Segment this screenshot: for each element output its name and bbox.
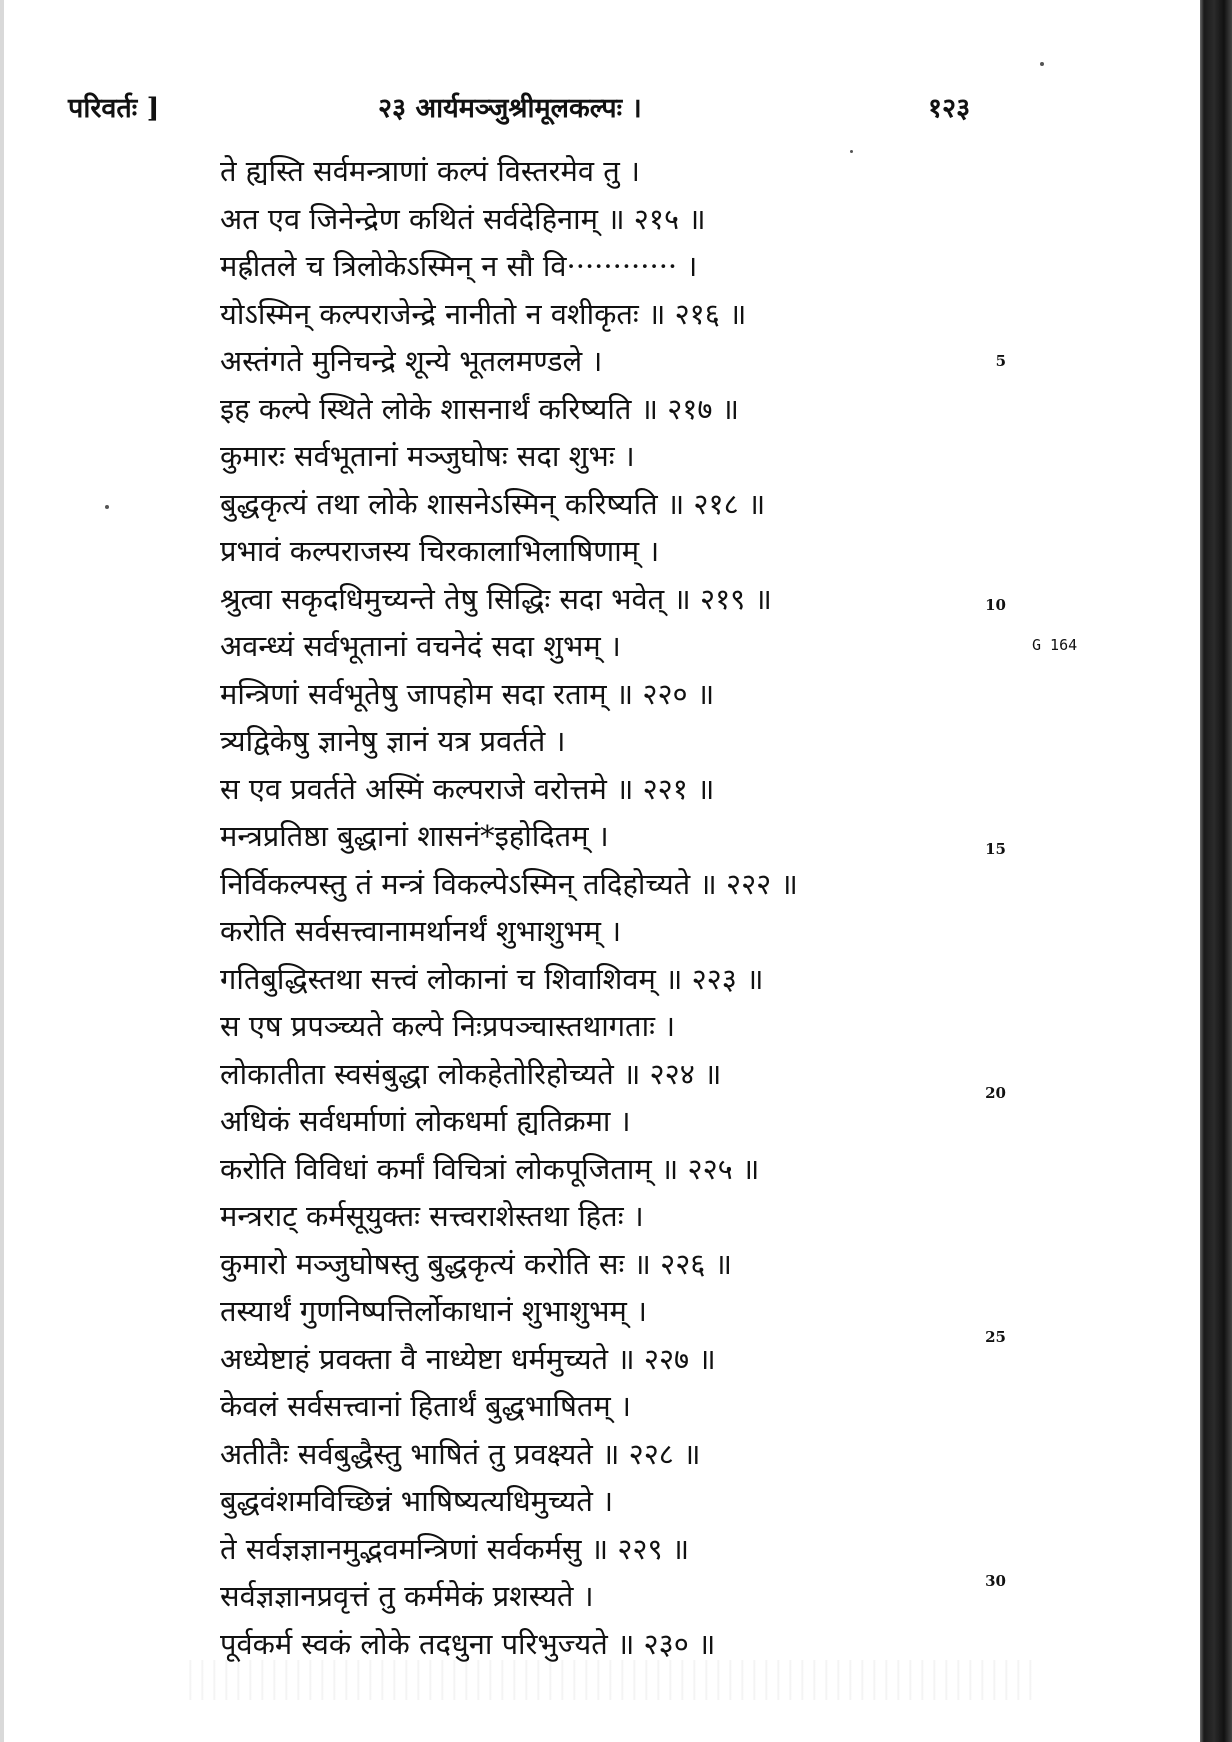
verse-line: श्रुत्वा सकृदधिमुच्यन्ते तेषु सिद्धिः सदा भवेत् ॥ २१९ ॥ <box>220 581 772 616</box>
page-number: १२३ <box>928 93 971 124</box>
verse-line: इह कल्पे स्थिते लोके शासनार्थं करिष्यति ॥ २१७ ॥ <box>220 391 740 426</box>
verse-line: अतीतैः सर्वबुद्धैस्तु भाषितं तु प्रवक्ष्यते ॥ २२८ ॥ <box>220 1436 701 1471</box>
scan-speck <box>850 150 853 153</box>
verse-line: तस्यार्थं गुणनिष्पत्तिर्लोकाधानं शुभाशुभम् । <box>220 1294 648 1328</box>
verse-line: मन्त्रप्रतिष्ठा बुद्धानां शासनं*इहोदितम् । <box>220 819 609 853</box>
scan-speck <box>105 505 109 509</box>
verse-line: अध्येष्टाहं प्रवक्ता वै नाध्येष्टा धर्ममुच्यते ॥ २२७ ॥ <box>220 1341 716 1376</box>
line-number: 15 <box>985 840 1006 858</box>
verse-line: बुद्धकृत्यं तथा लोके शासनेऽस्मिन् करिष्यति ॥ २१८ ॥ <box>220 486 766 521</box>
verse-line: ते ह्यस्ति सर्वमन्त्राणां कल्पं विस्तरमेव तु । <box>220 154 640 188</box>
verse-line: योऽस्मिन् कल्पराजेन्द्रे नानीतो न वशीकृतः ॥ २१६ ॥ <box>220 296 747 331</box>
running-title: २३ आर्यमञ्जुश्रीमूलकल्पः । <box>378 93 642 124</box>
verse-line: त्र्यद्विकेषु ज्ञानेषु ज्ञानं यत्र प्रवर्तते । <box>220 724 566 758</box>
line-number: 10 <box>985 596 1006 614</box>
line-number: 25 <box>985 1328 1006 1346</box>
verse-line: मन्त्रराट् कर्मसूयुक्तः सत्त्वराशेस्तथा हितः । <box>220 1199 644 1233</box>
line-number: 5 <box>995 352 1006 370</box>
page-binding-edge <box>1200 0 1232 1742</box>
line-number: 20 <box>985 1084 1006 1102</box>
verse-line: अत एव जिनेन्द्रेण कथितं सर्वदेहिनाम् ॥ २१५ ॥ <box>220 201 706 236</box>
verse-line: मह्रीतले च त्रिलोकेऽस्मिन् न सौ वि············ । <box>220 249 698 283</box>
verse-line: कुमारो मञ्जुघोषस्तु बुद्धकृत्यं करोति सः ॥ २२६ ॥ <box>220 1246 732 1281</box>
verse-line: निर्विकल्पस्तु तं मन्त्रं विकल्पेऽस्मिन् तदिहोच्यते ॥ २२२ ॥ <box>220 866 798 901</box>
chapter-label: परिवर्तः ] <box>68 93 160 124</box>
verse-line: अवन्ध्यं सर्वभूतानां वचनेदं सदा शुभम् । <box>220 629 621 663</box>
verse-line: करोति विविधां कर्मां विचित्रां लोकपूजिताम् ॥ २२५ ॥ <box>220 1151 760 1186</box>
verse-line: करोति सर्वसत्त्वानामर्थानर्थं शुभाशुभम् । <box>220 914 622 948</box>
verse-line: गतिबुद्धिस्तथा सत्त्वं लोकानां च शिवाशिवम् ॥ २२३ ॥ <box>220 961 764 996</box>
verse-line: अधिकं सर्वधर्माणां लोकधर्मा ह्यतिक्रमा । <box>220 1104 631 1138</box>
line-number: 30 <box>985 1572 1006 1590</box>
manuscript-folio-reference: G 164 <box>1032 636 1078 654</box>
verse-line: कुमारः सर्वभूतानां मञ्जुघोषः सदा शुभः । <box>220 439 635 473</box>
verse-line: प्रभावं कल्पराजस्य चिरकालाभिलाषिणाम् । <box>220 534 660 568</box>
verse-line: स एष प्रपञ्च्यते कल्पे निःप्रपञ्चास्तथागताः । <box>220 1009 676 1043</box>
verse-line: लोकातीता स्वसंबुद्धा लोकहेतोरिहोच्यते ॥ २२४ ॥ <box>220 1056 722 1091</box>
verse-line: स एव प्रवर्तते अस्मिं कल्पराजे वरोत्तमे ॥ २२१ ॥ <box>220 771 715 806</box>
running-header <box>0 88 1232 128</box>
verse-text-block <box>220 148 980 1668</box>
verse-line: केवलं सर्वसत्त्वानां हितार्थं बुद्धभाषितम् । <box>220 1389 631 1423</box>
verse-line: मन्त्रिणां सर्वभूतेषु जापहोम सदा रताम् ॥ २२० ॥ <box>220 676 715 711</box>
verse-line: पूर्वकर्म स्वकं लोके तदधुना परिभुज्यते ॥ २३० ॥ <box>220 1626 716 1661</box>
page-left-edge <box>0 0 4 1742</box>
verse-line: अस्तंगते मुनिचन्द्रे शून्ये भूतलमण्डले । <box>220 344 603 378</box>
verse-line: ते सर्वज्ञज्ञानमुद्भवमन्त्रिणां सर्वकर्मसु ॥ २२९ ॥ <box>220 1531 690 1566</box>
scan-speck <box>1040 62 1044 66</box>
verse-line: बुद्धवंशमविच्छिन्नं भाषिष्यत्यधिमुच्यते । <box>220 1484 614 1518</box>
verse-line: सर्वज्ञज्ञानप्रवृत्तं तु कर्ममेकं प्रशस्यते । <box>220 1579 594 1613</box>
